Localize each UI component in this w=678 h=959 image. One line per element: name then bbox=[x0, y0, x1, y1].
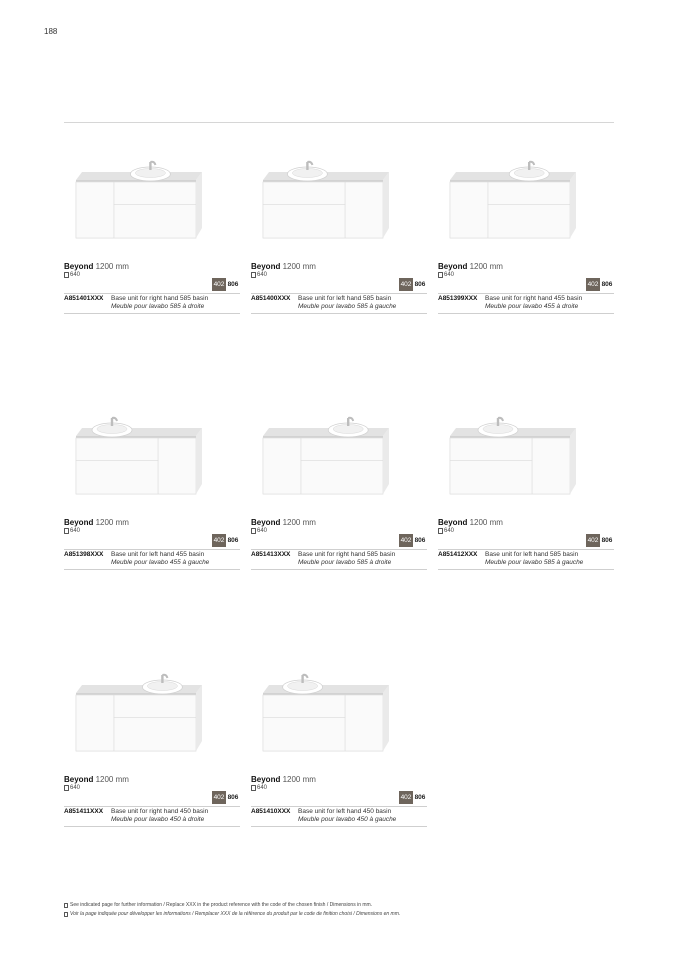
product-image bbox=[64, 406, 240, 526]
divider bbox=[251, 293, 427, 294]
product-size: 1200 mm bbox=[95, 775, 129, 784]
product-card bbox=[438, 150, 614, 325]
page-icon bbox=[64, 528, 69, 534]
divider bbox=[64, 313, 240, 314]
divider bbox=[251, 806, 427, 807]
page-reference bbox=[251, 785, 267, 791]
page-ref-number: 640 bbox=[70, 528, 81, 534]
description-fr: Meuble pour lavabo 450 à droite bbox=[111, 816, 205, 823]
product-size: 1200 mm bbox=[469, 518, 503, 527]
description-fr: Meuble pour lavabo 585 à droite bbox=[111, 303, 205, 310]
description-en: Base unit for right hand 585 basin bbox=[111, 295, 209, 302]
divider bbox=[251, 313, 427, 314]
finish-swatch: 806 bbox=[600, 534, 614, 547]
finish-swatch: 806 bbox=[413, 278, 427, 291]
finish-swatch: 402 bbox=[399, 791, 413, 804]
description-en: Base unit for right hand 450 basin bbox=[111, 808, 209, 815]
footnotes bbox=[64, 902, 400, 920]
product-name: Beyond bbox=[251, 262, 281, 271]
top-divider bbox=[64, 122, 614, 123]
product-size: 1200 mm bbox=[95, 262, 129, 271]
product-reference: A851413XXX bbox=[251, 551, 291, 558]
page-icon bbox=[64, 785, 69, 791]
product-title bbox=[251, 775, 316, 784]
page-icon bbox=[251, 272, 256, 278]
product-card bbox=[251, 406, 427, 581]
finish-swatch: 806 bbox=[600, 278, 614, 291]
finish-swatch: 402 bbox=[212, 791, 226, 804]
finish-swatch: 402 bbox=[212, 534, 226, 547]
description-en: Base unit for right hand 585 basin bbox=[298, 551, 396, 558]
page-reference bbox=[64, 272, 80, 278]
description-fr: Meuble pour lavabo 455 à droite bbox=[485, 303, 579, 310]
description-en: Base unit for left hand 585 basin bbox=[485, 551, 579, 558]
product-name: Beyond bbox=[64, 775, 94, 784]
product-card bbox=[64, 663, 240, 838]
finish-swatches bbox=[586, 278, 614, 291]
page-icon bbox=[438, 272, 443, 278]
divider bbox=[64, 293, 240, 294]
finish-swatch: 806 bbox=[226, 791, 240, 804]
product-title bbox=[64, 262, 129, 271]
finish-swatches bbox=[212, 791, 240, 804]
description-en: Base unit for left hand 450 basin bbox=[298, 808, 392, 815]
divider bbox=[438, 293, 614, 294]
divider bbox=[251, 549, 427, 550]
divider bbox=[64, 569, 240, 570]
product-image bbox=[438, 150, 614, 270]
product-size: 1200 mm bbox=[282, 262, 316, 271]
divider bbox=[64, 826, 240, 827]
page-ref-number: 640 bbox=[257, 785, 268, 791]
page-ref-number: 640 bbox=[70, 785, 81, 791]
finish-swatch: 806 bbox=[226, 534, 240, 547]
product-card bbox=[251, 663, 427, 838]
product-size: 1200 mm bbox=[282, 518, 316, 527]
product-title bbox=[251, 262, 316, 271]
page-icon bbox=[251, 785, 256, 791]
finish-swatches bbox=[399, 278, 427, 291]
description-fr: Meuble pour lavabo 455 à gauche bbox=[111, 559, 210, 566]
product-card bbox=[64, 406, 240, 581]
product-title bbox=[64, 775, 129, 784]
divider bbox=[64, 806, 240, 807]
divider bbox=[251, 569, 427, 570]
product-size: 1200 mm bbox=[282, 775, 316, 784]
finish-swatches bbox=[399, 791, 427, 804]
finish-swatch: 806 bbox=[413, 534, 427, 547]
product-name: Beyond bbox=[438, 262, 468, 271]
product-reference: A851401XXX bbox=[64, 295, 104, 302]
finish-swatch: 402 bbox=[399, 534, 413, 547]
page-icon bbox=[64, 272, 69, 278]
product-card bbox=[438, 406, 614, 581]
product-name: Beyond bbox=[251, 775, 281, 784]
finish-swatch: 402 bbox=[586, 278, 600, 291]
product-reference: A851400XXX bbox=[251, 295, 291, 302]
page-reference bbox=[251, 272, 267, 278]
finish-swatch: 402 bbox=[399, 278, 413, 291]
product-title bbox=[64, 518, 129, 527]
page-ref-number: 640 bbox=[444, 272, 455, 278]
finish-swatch: 402 bbox=[212, 278, 226, 291]
description-fr: Meuble pour lavabo 585 à droite bbox=[298, 559, 392, 566]
description-en: Base unit for left hand 585 basin bbox=[298, 295, 392, 302]
page-ref-number: 640 bbox=[70, 272, 81, 278]
footnote-en-row bbox=[64, 902, 400, 908]
product-image bbox=[251, 663, 427, 783]
product-size: 1200 mm bbox=[469, 262, 503, 271]
product-size: 1200 mm bbox=[95, 518, 129, 527]
product-reference: A851411XXX bbox=[64, 808, 104, 815]
page-reference bbox=[251, 528, 267, 534]
product-name: Beyond bbox=[64, 518, 94, 527]
divider bbox=[438, 569, 614, 570]
product-reference: A851398XXX bbox=[64, 551, 104, 558]
product-name: Beyond bbox=[64, 262, 94, 271]
product-image bbox=[438, 406, 614, 526]
product-image bbox=[251, 406, 427, 526]
page-icon bbox=[64, 912, 68, 917]
product-name: Beyond bbox=[251, 518, 281, 527]
product-title bbox=[438, 518, 503, 527]
finish-swatches bbox=[586, 534, 614, 547]
page-reference bbox=[438, 272, 454, 278]
description-en: Base unit for right hand 455 basin bbox=[485, 295, 583, 302]
page-reference bbox=[64, 528, 80, 534]
description-fr: Meuble pour lavabo 585 à gauche bbox=[485, 559, 584, 566]
product-image bbox=[64, 150, 240, 270]
page-number: 188 bbox=[44, 27, 58, 36]
finish-swatch: 806 bbox=[226, 278, 240, 291]
divider bbox=[64, 549, 240, 550]
page-icon bbox=[64, 903, 68, 908]
product-card bbox=[251, 150, 427, 325]
product-reference: A851399XXX bbox=[438, 295, 478, 302]
product-name: Beyond bbox=[438, 518, 468, 527]
page-icon bbox=[251, 528, 256, 534]
finish-swatch: 806 bbox=[413, 791, 427, 804]
page-reference bbox=[64, 785, 80, 791]
page-reference bbox=[438, 528, 454, 534]
product-title bbox=[438, 262, 503, 271]
page-ref-number: 640 bbox=[444, 528, 455, 534]
product-title bbox=[251, 518, 316, 527]
footnote-en: See indicated page for further information / Replace XXX in the product reference with the code of the chosen finish / Dimensions in mm. bbox=[70, 902, 373, 908]
page-ref-number: 640 bbox=[257, 272, 268, 278]
footnote-fr: Voir la page indiquée pour développer les informations / Remplacer XXX de la référence du produit par le code de finition choisi / Dimensions en mm. bbox=[70, 911, 401, 917]
description-fr: Meuble pour lavabo 450 à gauche bbox=[298, 816, 397, 823]
page-ref-number: 640 bbox=[257, 528, 268, 534]
finish-swatches bbox=[399, 534, 427, 547]
product-reference: A851410XXX bbox=[251, 808, 291, 815]
finish-swatches bbox=[212, 278, 240, 291]
product-image bbox=[251, 150, 427, 270]
footnote-fr-row bbox=[64, 911, 400, 917]
divider bbox=[251, 826, 427, 827]
product-reference: A851412XXX bbox=[438, 551, 478, 558]
finish-swatches bbox=[212, 534, 240, 547]
product-image bbox=[64, 663, 240, 783]
description-en: Base unit for left hand 455 basin bbox=[111, 551, 205, 558]
finish-swatch: 402 bbox=[586, 534, 600, 547]
divider bbox=[438, 313, 614, 314]
page-icon bbox=[438, 528, 443, 534]
product-card bbox=[64, 150, 240, 325]
divider bbox=[438, 549, 614, 550]
description-fr: Meuble pour lavabo 585 à gauche bbox=[298, 303, 397, 310]
